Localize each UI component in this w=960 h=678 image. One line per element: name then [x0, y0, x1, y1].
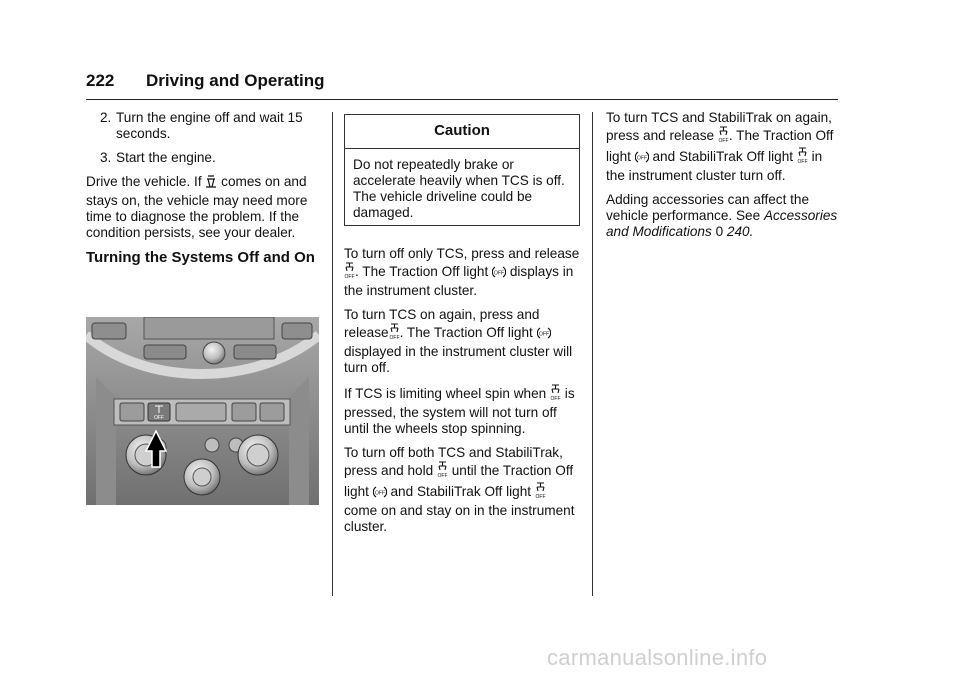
page-header — [86, 71, 838, 100]
text: until the Traction Off light — [344, 463, 574, 499]
text: and StabiliTrak Off light — [652, 149, 794, 164]
text: . The Traction Off light — [606, 128, 834, 164]
traction-off-icon — [492, 265, 506, 283]
watermark: carmanualsonline.info — [547, 645, 768, 670]
svg-text:OFF: OFF — [389, 335, 400, 340]
traction-off-icon — [635, 150, 649, 168]
traction-off-icon — [537, 326, 551, 344]
svg-text:OFF: OFF — [494, 270, 505, 277]
text: To turn TCS on again, press and release — [344, 307, 540, 340]
paragraph — [606, 110, 842, 184]
list-item — [86, 110, 322, 142]
page-ref-symbol: 0 — [715, 224, 724, 239]
text: displayed in the instrument cluster will turn off. — [344, 344, 573, 375]
paragraph — [344, 384, 580, 437]
caution-body: Do not repeatedly brake or accelerate heavily when TCS is off. The vehicle driveline could be damaged. — [353, 157, 565, 220]
step-text: Start the engine. — [116, 150, 216, 165]
text: displays in the instrument cluster. — [344, 264, 574, 298]
text: in the instrument cluster turn off. — [606, 149, 823, 183]
stabilitrak-off-icon — [344, 262, 355, 283]
column-1 — [86, 110, 322, 287]
paragraph — [86, 174, 322, 241]
step-text: Turn the engine off and wait 15 seconds. — [116, 110, 303, 141]
service-stabilitrak-icon — [205, 175, 217, 193]
svg-text:OFF: OFF — [797, 159, 808, 164]
cross-reference-link[interactable]: Accessories and Modifications — [606, 208, 838, 239]
text: come on and stay on in the instrument cluster. — [344, 503, 575, 534]
svg-text:OFF: OFF — [636, 155, 647, 162]
stabilitrak-off-icon — [797, 147, 808, 168]
svg-text:OFF: OFF — [550, 396, 561, 401]
text: To turn off only TCS, press and release — [344, 246, 580, 261]
step-number: 3. — [100, 150, 112, 165]
text: . The Traction Off light — [399, 325, 533, 340]
list-item — [86, 150, 322, 166]
text: If TCS is limiting wheel spin when — [344, 386, 547, 401]
text: . — [749, 224, 754, 239]
caution-title: Caution — [345, 115, 579, 149]
svg-text:OFF: OFF — [374, 490, 385, 497]
caution-box — [344, 114, 580, 226]
paragraph — [344, 246, 580, 299]
text: Adding accessories can affect the vehicle performance. See — [606, 192, 810, 223]
center-console-photo — [86, 317, 319, 505]
paragraph — [344, 445, 580, 535]
text: To turn off both TCS and StabiliTrak, press and hold — [344, 445, 563, 478]
section-title: Driving and Operating — [146, 71, 325, 90]
text: To turn TCS and StabiliTrak on again, press and release — [606, 110, 832, 143]
column-divider — [332, 112, 333, 596]
section-subheading: Turning the Systems Off and On — [86, 249, 315, 266]
svg-text:OFF: OFF — [538, 331, 549, 338]
traction-off-icon — [373, 485, 387, 503]
text: is pressed, the system will not turn off until the wheels stop spinning. — [344, 386, 575, 436]
column-2 — [344, 110, 580, 543]
column-3 — [606, 110, 842, 248]
page-ref-number[interactable]: 240 — [726, 224, 750, 239]
tcs-button-label: OFF — [154, 415, 164, 421]
stabilitrak-off-icon — [535, 482, 546, 503]
stabilitrak-off-icon — [389, 323, 400, 344]
text: . The Traction Off light — [355, 264, 489, 279]
step-number: 2. — [100, 110, 112, 125]
page-number: 222 — [86, 71, 115, 90]
svg-text:OFF: OFF — [437, 473, 448, 478]
text: comes on and stays on, the vehicle may need more time to diagnose the problem. If the condition persists, see your dealer. — [86, 174, 308, 240]
column-divider — [592, 112, 593, 596]
text: and StabiliTrak Off light — [390, 484, 532, 499]
stabilitrak-off-icon — [718, 126, 729, 147]
svg-text:OFF: OFF — [344, 274, 355, 279]
svg-text:OFF: OFF — [535, 494, 546, 499]
svg-text:OFF: OFF — [718, 138, 729, 143]
paragraph — [606, 192, 842, 240]
text: Drive the vehicle. If — [86, 174, 202, 189]
stabilitrak-off-icon — [550, 384, 561, 405]
stabilitrak-off-icon — [437, 461, 448, 482]
paragraph — [344, 307, 580, 376]
